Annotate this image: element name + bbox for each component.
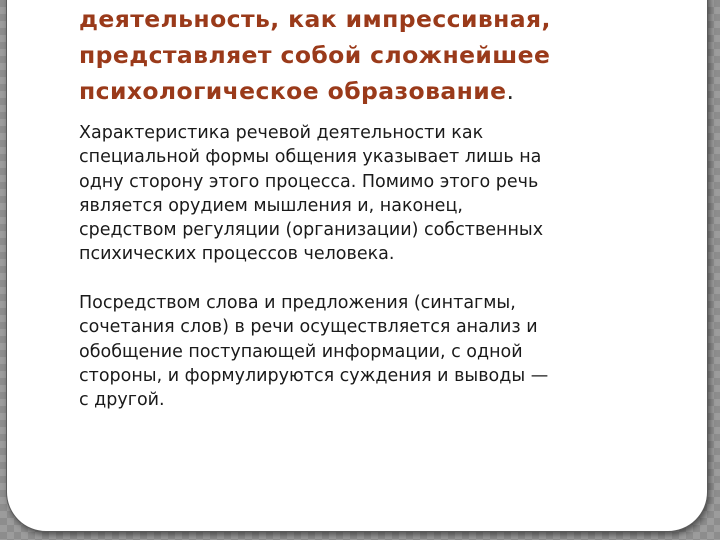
paragraph-line: стороны, и формулируются суждения и выводы — <box>79 365 549 386</box>
body-paragraph <box>79 291 689 412</box>
paragraph-line: обобщение поступающей информации, с одной <box>79 341 523 362</box>
slide-body <box>79 121 689 413</box>
paragraph-line: является орудием мышления и, наконец, <box>79 195 463 216</box>
title-line-text: психологическое образование <box>79 77 507 105</box>
paragraph-line: сочетания слов) в речи осуществляется анализ и <box>79 317 538 338</box>
paragraph-line: одну сторону этого процесса. Помимо этого речь <box>79 171 539 192</box>
paragraph-line: Посредством слова и предложения (синтагмы, <box>79 293 516 314</box>
slide-title <box>79 0 699 109</box>
slide-card <box>6 0 708 532</box>
title-end-punctuation: . <box>506 77 515 105</box>
title-line <box>79 73 699 109</box>
paragraph-line: с другой. <box>79 390 165 411</box>
paragraph-line: средством регуляции (организации) собственных <box>79 220 544 241</box>
title-line: представляет собой сложнейшее <box>79 41 551 69</box>
paragraph-line: психических процессов человека. <box>79 244 395 265</box>
paragraph-line: специальной формы общения указывает лишь на <box>79 147 542 168</box>
body-paragraph <box>79 121 689 267</box>
paragraph-line: Характеристика речевой деятельности как <box>79 123 484 143</box>
title-line: деятельность, как импрессивная, <box>79 5 551 33</box>
